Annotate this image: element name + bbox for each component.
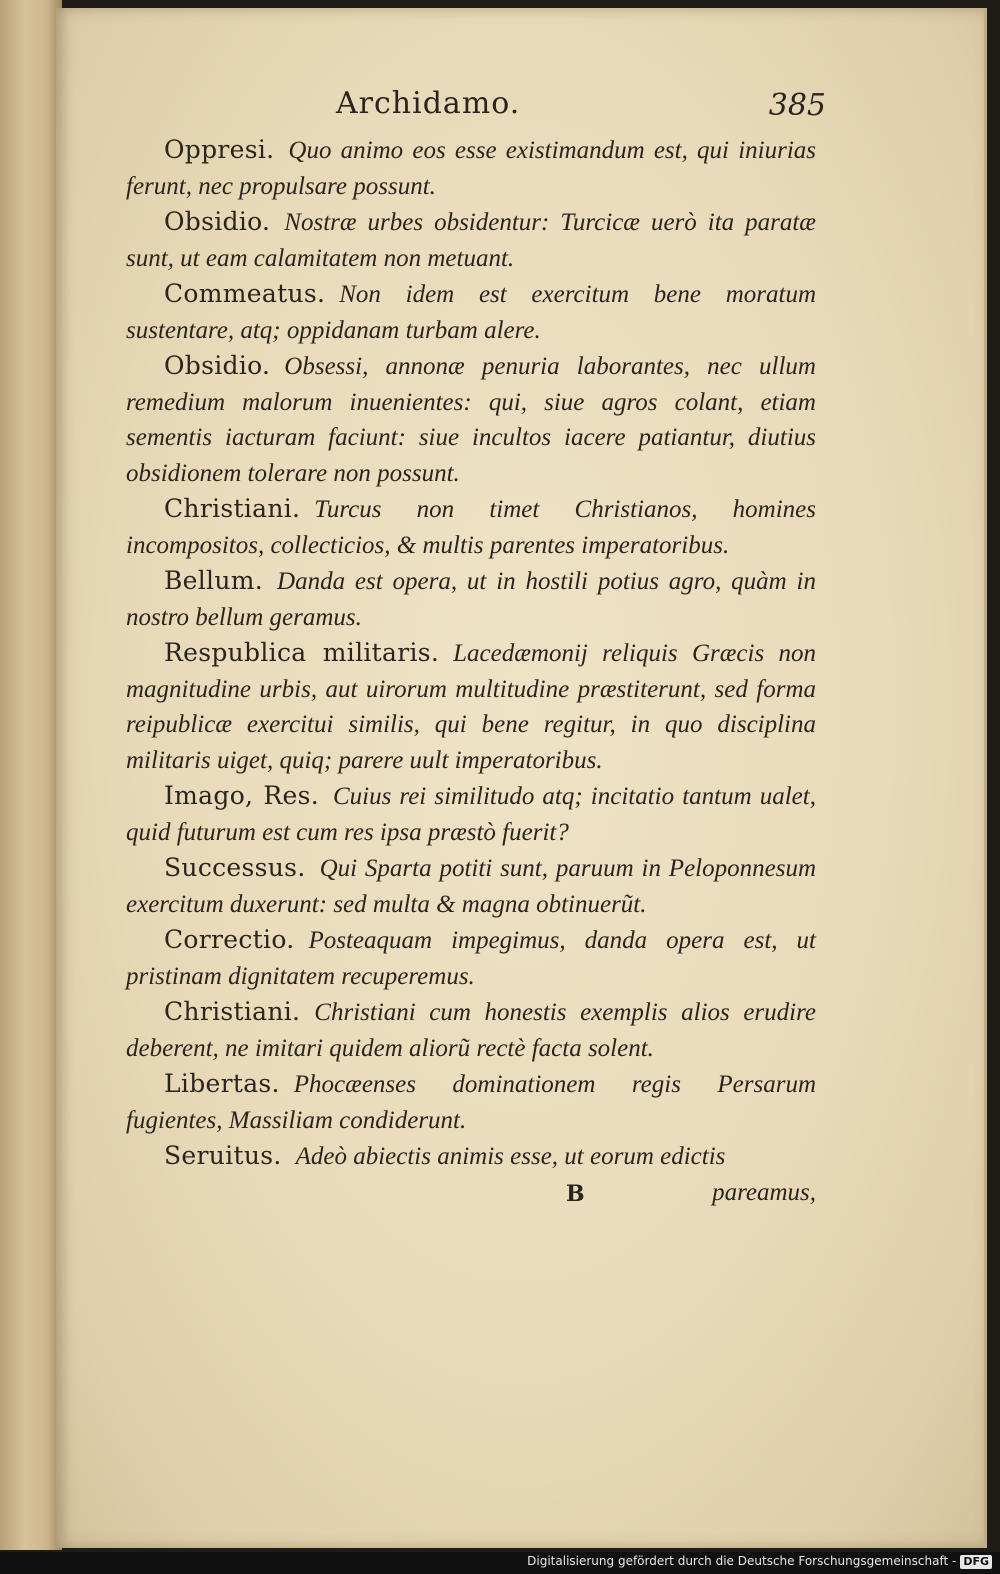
entry [126,1066,816,1138]
entry-headword: Bellum. [164,566,264,595]
catch-line [126,1175,816,1215]
footer-credit [527,1554,992,1569]
entry-list [126,132,816,1175]
entry [126,778,816,850]
entry-text: Christiani cum honestis exemplis alios erudire deberent, ne imitari quidem aliorũ rectè facta solent. [126,999,816,1062]
entry [126,1138,816,1175]
entry-text: Adeò abiectis animis esse, ut eorum edictis [295,1143,726,1170]
entry-headword: Christiani. [164,494,301,523]
signature-mark: B [566,1180,585,1207]
entry-headword: Christiani. [164,997,301,1026]
entry-text: Quo animo eos esse existimandum est, qui iniurias ferunt, nec propulsare possunt. [126,137,816,200]
entry [126,850,816,922]
dfg-logo: DFG [960,1555,992,1569]
entry-text: Non idem est exercitum bene moratum sustentare, atq; oppidanam turbam alere. [126,281,816,344]
entry-headword: Successus. [164,853,306,882]
entry-headword: Respublica militaris. [164,638,440,667]
text-block [126,86,826,1215]
entry [126,348,816,491]
entry [126,563,816,635]
entry [126,276,816,348]
entry [126,635,816,778]
entry [126,922,816,994]
entry-text: Turcus non timet Christianos, homines incompositos, collecticios, & multis parentes imperatoribus. [126,496,816,559]
catchword: pareamus, [712,1178,816,1206]
entry [126,132,816,204]
entry-headword: Imago, Res. [164,781,319,810]
book-page [56,8,987,1548]
footer-credit-text: Digitalisierung gefördert durch die Deutsche Forschungsgemeinschaft - [527,1554,957,1568]
running-title: Archidamo. [336,86,521,121]
entry [126,994,816,1066]
entry [126,204,816,276]
entry-headword: Oppresi. [164,135,275,164]
entry-text: Obsessi, annonæ penuria laborantes, nec ullum remedium malorum inuenientes: qui, siue agros colant, etiam sementis iacturam faciunt: siue incultos iacere patiantur, diutius obsidionem tolerare non possunt. [126,353,816,487]
footer-bar [0,1552,1000,1574]
entry-text: Danda est opera, ut in hostili potius agro, quàm in nostro bellum geramus. [126,568,816,631]
entry-headword: Obsidio. [164,207,271,236]
entry-headword: Libertas. [164,1069,280,1098]
entry-text: Phocæenses dominationem regis Persarum fugientes, Massiliam condiderunt. [126,1071,816,1134]
entry-text: Qui Sparta potiti sunt, paruum in Peloponnesum exercitum duxerunt: sed multa & magna obtinuerũt. [126,855,816,918]
entry-text: Cuius rei similitudo atq; incitatio tantum ualet, quid futurum est cum res ipsa præstò fuerit? [126,783,816,846]
running-head [126,86,826,132]
entry-headword: Obsidio. [164,351,271,380]
entry-text: Nostræ urbes obsidentur: Turcicæ uerò ita paratæ sunt, ut eam calamitatem non metuant. [126,209,816,272]
entry-text: Lacedæmonij reliquis Græcis non magnitudine urbis, aut uirorum multitudine præstiterunt, sed forma reipublicæ exercitui similis, qui bene regitur, in quo disciplina militaris uiget, quiq; parere uult imperatoribus. [126,640,816,774]
entry-headword: Correctio. [164,925,295,954]
facing-page-edge [0,0,62,1550]
entry-text: Posteaquam impegimus, danda opera est, ut pristinam dignitatem recuperemus. [126,927,816,990]
entry-headword: Seruitus. [164,1141,282,1170]
entry [126,491,816,563]
entry-headword: Commeatus. [164,279,326,308]
page-number: 385 [768,88,826,123]
